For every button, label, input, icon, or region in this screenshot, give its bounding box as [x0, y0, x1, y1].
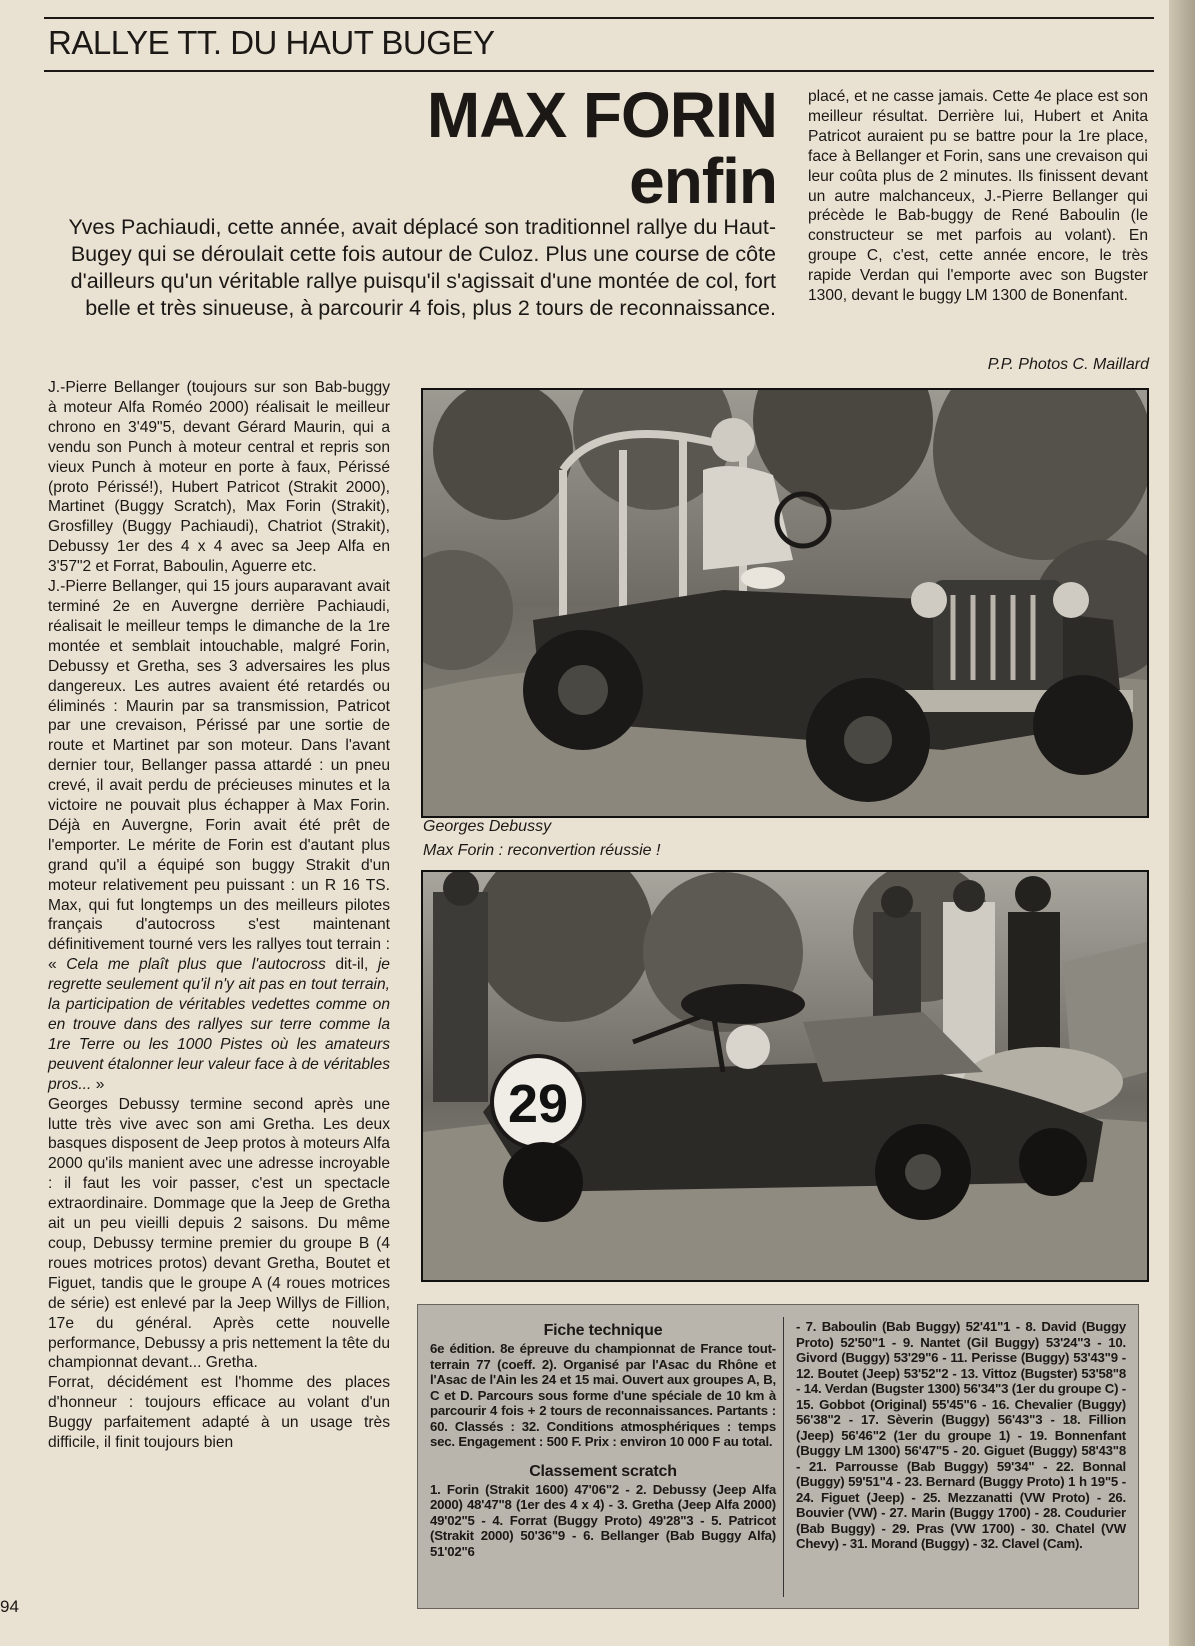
binding-edge	[1169, 0, 1195, 1646]
rubric-rule	[44, 70, 1154, 72]
fiche-technique-box	[417, 1304, 1139, 1609]
page-number: 94	[0, 1597, 19, 1616]
body-paragraph: Georges Debussy termine second après une lutte très vive avec son ami Gretha. Les deux basques disposent de Jeep protos à moteurs Alfa 2000 qu'ils manient avec une adresse incroyable : il faut les voir passer, c'est un spectacle extraordinaire. Dommage que la Jeep de Gretha ait un peu vieilli depuis 2 saisons. Du même coup, Debussy termine premier du groupe B (4 roues motrices protos) devant Gretha, Boutet et Figuet, tandis que le groupe A (4 roues motrices de série) est enlevé par la Jeep Willys de Fillion, 17e du général. Après cette nouvelle performance, Debussy a pris nettement la tête du championnat devant... Gretha.	[48, 1095, 390, 1372]
classement-title: Classement scratch	[529, 1462, 677, 1480]
intro-paragraph: Yves Pachiaudi, cette année, avait déplacé son traditionnel rallye du Haut-Bugey qui se déroulait cette fois autour de Culoz. Plus une course de côte d'ailleurs qu'un véritable rallye puisqu'il s'agissait d'une montée de col, fort belle et très sinueuse, à parcourir 4 fois, plus 2 tours de reconnaissance.	[68, 215, 776, 320]
top-rule	[44, 17, 1154, 19]
body-column-right	[808, 87, 1148, 306]
quote-attribution: dit-il,	[335, 956, 369, 974]
headline-line-2: enfin	[629, 145, 777, 217]
body-column-left	[48, 378, 390, 1453]
jeep-photo-illustration	[423, 390, 1147, 816]
spacer	[430, 1450, 776, 1462]
body-paragraph: placé, et ne casse jamais. Cette 4e place est son meilleur résultat. Derrière lui, Hubert et Anita Patricot auraient pu se battre pour la 1re place, face à Bellanger et Forin, sans une crevaison qui leur coûta plus de 2 minutes. Ils finissent devant un autre malchanceux, J.-Pierre Bellanger qui précède le Bab-buggy de René Baboulin (le constructeur se met parfois au volant). En groupe C, c'est, cette année encore, le très rapide Verdan qui l'emporte avec son Bugster 1300, devant le buggy LM 1300 de Bonenfant.	[808, 88, 1148, 305]
photo-credit: P.P. Photos C. Maillard	[987, 356, 1149, 373]
box-divider	[783, 1317, 784, 1597]
headline-line-1: MAX FORIN	[426, 79, 777, 151]
photo-buggy-forin	[421, 870, 1149, 1282]
photo-caption-1: Georges Debussy	[423, 818, 552, 835]
fiche-text: 6e édition. 8e épreuve du championnat de France tout-terrain 77 (coeff. 2). Organisé par l'Asac du Rhône et l'Asac de l'Ain les 24 et 15 mai. Ouvert aux groupes A, B, C et D. Parcours sous forme d'une spéciale de 10 km à parcourir 4 fois + 2 tours de reconnaissances. Partants : 60. Classés : 32. Conditions atmosphériques : temps sec. Engagement : 500 F. Prix : environ 10 000 F au total.	[430, 1341, 776, 1449]
body-text: J.-Pierre Bellanger, qui 15 jours auparavant avait terminé 2e en Auvergne derrière Pachiaudi, réalisait le meilleur temps le dimanche de la 1re montée et semblait intouchable, malgré Forin, Debussy et Gretha, ses 3 adversaires les plus dangereux. Les autres avaient été retardés ou éliminés : Maurin par sa transmission, Patricot par une crevaison, Périssé par une sortie de route et Martinet par son moteur. Dans l'avant dernier tour, Bellanger passa attardé : un pneu crevé, il avait perdu de précieuses minutes et la victoire ne pouvait plus échapper à Max Forin. Déjà en Auvergne, Forin avait été prêt de l'emporter. Le mérite de Forin est d'autant plus grand qu'il a équipé son buggy Strakit d'un moteur relativement peu puissant : un R 16 TS. Max, qui fut longtemps un des meilleurs pilotes français d'autocross s'est maintenant définitivement tourné vers les rallyes tout terrain : «	[48, 578, 390, 974]
race-number: 29	[507, 1074, 569, 1134]
buggy-photo-illustration	[423, 872, 1147, 1280]
photo-caption-2: Max Forin : reconvertion réussie !	[423, 842, 661, 859]
body-paragraph-with-quote	[48, 577, 390, 1095]
quote-text: je regrette seulement qu'il n'y ait pas en tout terrain, la participation de véritables vedettes comme on en trouve dans des rallyes sur terre comme la 1re Terre ou les 1000 Pistes où les amateurs peuvent étalonner leur valeur face à de véritables pros...	[48, 956, 390, 1093]
fiche-title: Fiche technique	[543, 1322, 663, 1339]
quote-close: »	[95, 1075, 105, 1093]
body-paragraph: Forrat, décidément est l'homme des places d'honneur : toujours efficace au volant d'un Buggy parfaitement adapté à un usage très difficile, il finit toujours bien	[48, 1374, 390, 1452]
fiche-right-column	[796, 1319, 1126, 1552]
classement-list-left: 1. Forin (Strakit 1600) 47'06"2 - 2. Debussy (Jeep Alfa 2000) 48'47"8 (1er des 4 x 4) - 3. Gretha (Jeep Alfa 2000) 49'02"5 - 4. Forrat (Buggy Proto) 49'28"3 - 5. Patricot (Strakit 2000) 50'36"9 - 6. Bellanger (Bab Buggy Alfa) 51'02"6	[430, 1481, 776, 1559]
quote-text: Cela me plaît plus que l'autocross	[66, 956, 326, 974]
body-paragraph: J.-Pierre Bellanger (toujours sur son Bab-buggy à moteur Alfa Roméo 2000) réalisait le meilleur chrono en 3'49"5, devant Gérard Maurin, qui a vendu son Punch à moteur central et repris son vieux Punch à moteur en porte à faux, Périssé (proto Périssé!), Hubert Patricot (Strakit 2000), Martinet (Buggy Scratch), Max Forin (Strakit), Grosfilley (Buggy Pachiaudi), Chatriot (Strakit), Debussy 1er des 4 x 4 avec sa Jeep Alfa en 3'57"2 et Forrat, Baboulin, Aguerre etc.	[48, 379, 390, 576]
photo-jeep-debussy	[421, 388, 1149, 818]
fiche-left-column	[430, 1321, 776, 1559]
section-rubric: RALLYE TT. DU HAUT BUGEY	[48, 24, 495, 61]
classement-list-right: - 7. Baboulin (Bab Buggy) 52'41"1 - 8. David (Buggy Proto) 52'50"1 - 9. Nantet (Gil Buggy) 53'24"3 - 10. Givord (Buggy) 53'29"6 - 11. Perisse (Buggy) 53'43"9 - 12. Boutet (Jeep) 53'52"2 - 13. Vittoz (Bugster) 53'58"8 - 14. Verdan (Bugster 1300) 56'34"3 (1er du groupe C) - 15. Gobbot (Original) 55'45"6 - 16. Chevalier (Buggy) 56'38"2 - 17. Sèverin (Buggy) 56'43"3 - 18. Fillion (Jeep) 56'46"2 (1er du groupe 1) - 19. Bonnenfant (Buggy LM 1300) 56'47"5 - 20. Giguet (Buggy) 58'43"8 - 21. Parrousse (Bab Buggy) 59'34" - 22. Bonnal (Buggy) 59'51"4 - 23. Bernard (Buggy Proto) 1 h 19"5 - 24. Figuet (Jeep) - 25. Mezzanatti (VW Proto) - 26. Bouvier (VW) - 27. Marin (Buggy 1700) - 28. Coudurier (Bab Buggy) - 29. Pras (VW 1700) - 30. Chatel (VW Chevy) - 31. Morand (Buggy) - 32. Clavel (Cam).	[796, 1319, 1126, 1551]
headline	[426, 79, 777, 217]
